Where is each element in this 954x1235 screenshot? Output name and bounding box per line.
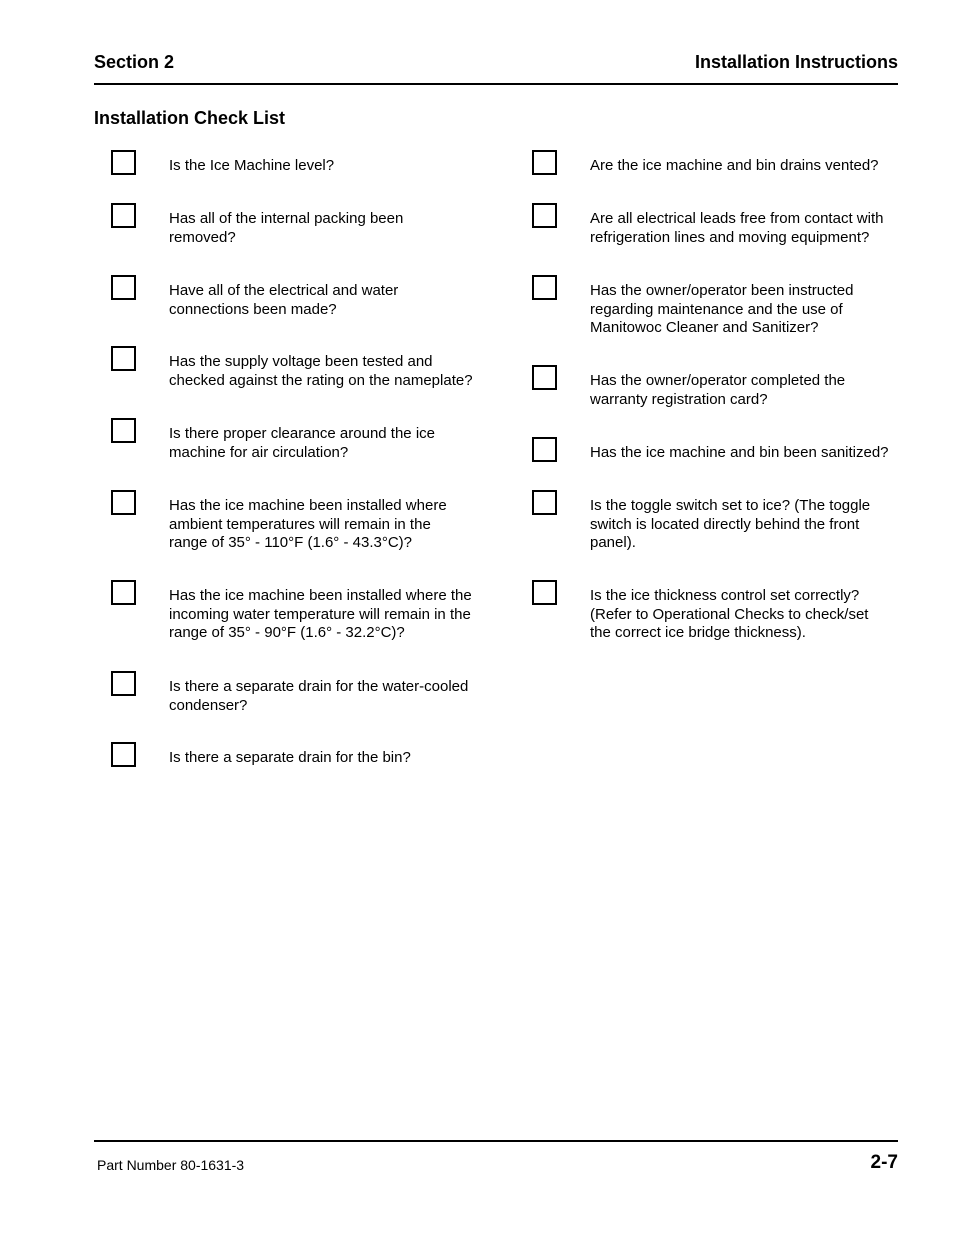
checklist-item-text: Are the ice machine and bin drains vented? bbox=[590, 157, 879, 174]
checkbox[interactable] bbox=[111, 418, 136, 443]
checkbox[interactable] bbox=[111, 580, 136, 605]
checklist-item-text: Has the ice machine been installed where ambient temperatures will remain in the range of 35° - 110°F (1.6° - 43.3°C)? bbox=[169, 497, 447, 552]
checklist-item-text: Is there a separate drain for the bin? bbox=[169, 749, 411, 766]
checkbox[interactable] bbox=[111, 150, 136, 175]
checkbox[interactable] bbox=[532, 365, 557, 390]
checkbox[interactable] bbox=[532, 203, 557, 228]
checklist-item-text: Have all of the electrical and water connections been made? bbox=[169, 282, 399, 318]
checkbox[interactable] bbox=[532, 150, 557, 175]
checkbox[interactable] bbox=[532, 580, 557, 605]
checkbox[interactable] bbox=[111, 346, 136, 371]
checklist-item-text: Has all of the internal packing been removed? bbox=[169, 210, 404, 246]
checklist-item-text: Is the ice thickness control set correctly? (Refer to Operational Checks to check/set the correct ice bridge thickness). bbox=[590, 587, 869, 642]
section-label: Section 2 bbox=[94, 52, 175, 72]
checkbox[interactable] bbox=[111, 275, 136, 300]
checkbox[interactable] bbox=[532, 490, 557, 515]
checklist-item-text: Are all electrical leads free from contact with refrigeration lines and moving equipment? bbox=[590, 210, 884, 246]
checklist-item-text: Is there a separate drain for the water-cooled condenser? bbox=[169, 678, 469, 714]
checklist-item-text: Has the ice machine been installed where the incoming water temperature will remain in the range of 35° - 90°F (1.6° - 32.2°C)? bbox=[169, 587, 472, 642]
checklist-item-text: Has the supply voltage been tested and checked against the rating on the nameplate? bbox=[169, 353, 473, 389]
checklist-item-text: Has the ice machine and bin been sanitized? bbox=[590, 444, 889, 461]
checkbox[interactable] bbox=[111, 742, 136, 767]
checklist-item-text: Has the owner/operator completed the warranty registration card? bbox=[590, 372, 846, 408]
header-divider bbox=[94, 83, 898, 85]
checkbox[interactable] bbox=[111, 671, 136, 696]
checkbox[interactable] bbox=[111, 203, 136, 228]
checkbox[interactable] bbox=[532, 437, 557, 462]
footer-divider bbox=[94, 1140, 898, 1142]
part-number: Part Number 80-1631-3 bbox=[97, 1157, 245, 1173]
checkbox[interactable] bbox=[532, 275, 557, 300]
checklist-item-text: Is the toggle switch set to ice? (The toggle switch is located directly behind the front panel). bbox=[590, 497, 871, 552]
checkbox[interactable] bbox=[111, 490, 136, 515]
checklist-item-text: Is the Ice Machine level? bbox=[169, 157, 335, 174]
checklist-title: Installation Check List bbox=[94, 108, 286, 128]
checklist-item-text: Is there proper clearance around the ice machine for air circulation? bbox=[169, 425, 435, 461]
page-number: 2-7 bbox=[870, 1152, 898, 1173]
checklist-item-text: Has the owner/operator been instructed regarding maintenance and the use of Manitowoc Cleaner and Sanitizer? bbox=[590, 282, 854, 337]
page-header-title: Installation Instructions bbox=[694, 52, 898, 72]
